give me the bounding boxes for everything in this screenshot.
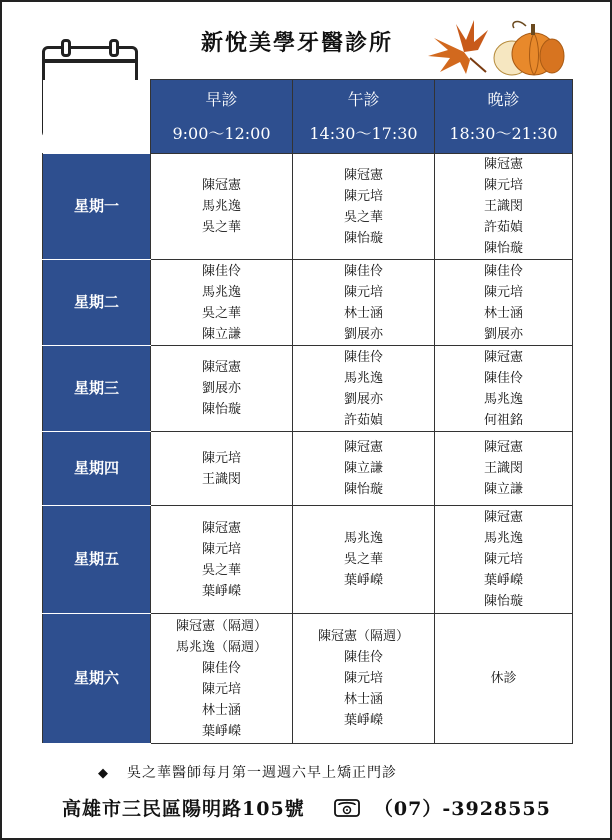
doctor-name: 陳冠憲 — [483, 157, 523, 172]
doctor-name: 林士涵 — [483, 305, 523, 321]
doctor-name: 馬兆逸 — [483, 391, 523, 407]
doctor-name: 葉崢嶸 — [343, 713, 383, 728]
schedule-cell-afternoon — [293, 432, 435, 506]
doctor-name: 許茹媜 — [343, 412, 383, 428]
doctor-name: 馬兆逸 — [201, 284, 241, 300]
doctor-name: 陳佳伶 — [483, 263, 523, 279]
doctor-name: 陳元培 — [201, 450, 241, 466]
session-time: 18:30～21:30 — [449, 123, 558, 143]
doctor-name: 馬兆逸 — [483, 531, 523, 546]
doctor-name: 陳冠憲（隔週） — [175, 618, 267, 634]
day-label: 星期二 — [43, 260, 151, 346]
doctor-name: 陳冠憲 — [201, 360, 241, 375]
doctor-name: 葉崢嶸 — [343, 573, 383, 588]
day-label: 星期四 — [43, 432, 151, 506]
doctor-name: 陳佳伶 — [343, 263, 383, 279]
doctor-name: 陳冠憲 — [343, 440, 383, 455]
schedule-cell-morning — [151, 432, 293, 506]
doctor-name: 陳佳伶 — [343, 650, 383, 665]
schedule-cell-evening — [435, 154, 573, 260]
doctor-name: 陳元培 — [343, 671, 383, 686]
schedule-cell-afternoon — [293, 346, 435, 432]
doctor-name: 陳立謙 — [201, 326, 241, 342]
doctor-name: 葉崢嶸 — [483, 573, 523, 588]
day-label: 星期一 — [43, 154, 151, 260]
session-name: 晚診 — [487, 89, 520, 109]
doctor-name: 陳冠憲 — [483, 510, 523, 525]
doctor-name: 吳之華 — [343, 552, 383, 567]
doctor-name: 陳冠憲 — [343, 167, 383, 183]
doctor-name: 林士涵 — [201, 702, 241, 718]
schedule-cell-evening — [435, 506, 573, 614]
doctor-name: 吳之華 — [201, 562, 241, 578]
autumn-leaf-icon — [428, 20, 488, 74]
doctor-name: 陳怡璇 — [483, 241, 523, 256]
doctor-name: 陳怡璇 — [201, 402, 241, 417]
autumn-decoration — [426, 16, 566, 78]
day-label: 星期五 — [43, 506, 151, 614]
day-row — [43, 432, 573, 506]
note-text: 吳之華醫師每月第一週週六早上矯正門診 — [127, 765, 397, 781]
session-header-afternoon — [293, 80, 435, 154]
doctor-name: 陳怡璇 — [343, 230, 383, 246]
doctor-name: 陳元培 — [343, 188, 383, 204]
doctor-name: 林士涵 — [343, 692, 383, 707]
schedule-cell-morning — [151, 506, 293, 614]
doctor-name: 馬兆逸 — [343, 370, 383, 386]
doctor-name: 劉展亦 — [343, 391, 383, 407]
session-time: 9:00～12:00 — [172, 123, 271, 143]
day-row — [43, 506, 573, 614]
day-row — [43, 346, 573, 432]
doctor-name: 馬兆逸 — [343, 531, 383, 546]
session-time: 14:30～17:30 — [309, 123, 418, 143]
doctor-name: 吳之華 — [201, 305, 241, 321]
doctor-name: 葉崢嶸 — [201, 583, 241, 599]
doctor-name: 葉崢嶸 — [201, 723, 241, 739]
calendar-ring-left — [61, 39, 71, 57]
doctor-name: 陳元培 — [201, 681, 241, 697]
schedule-cell-evening — [435, 432, 573, 506]
doctor-name: 陳元培 — [201, 541, 241, 557]
contact-footer — [62, 794, 582, 821]
doctor-name: 劉展亦 — [343, 326, 383, 342]
schedule-cell-afternoon — [293, 506, 435, 614]
schedule-cell-evening — [435, 614, 573, 744]
doctor-name: 林士涵 — [343, 305, 383, 321]
session-name: 早診 — [205, 89, 238, 109]
schedule-note — [98, 762, 558, 782]
doctor-name: 陳冠憲 — [201, 520, 241, 536]
session-header-morning — [151, 80, 293, 154]
doctor-name: 許茹媜 — [483, 220, 523, 235]
doctor-name: 陳佳伶 — [343, 349, 383, 365]
schedule-cell-morning — [151, 154, 293, 260]
schedule-cell-afternoon — [293, 614, 435, 744]
doctor-name: 王識閔 — [483, 199, 523, 214]
header-row — [43, 80, 573, 154]
doctor-name: 吳之華 — [343, 209, 383, 225]
doctor-name: 休診 — [490, 671, 517, 686]
doctor-name: 陳冠憲（隔週） — [317, 629, 409, 644]
doctor-name: 陳元培 — [343, 284, 383, 300]
header-corner — [43, 80, 151, 154]
telephone-icon — [334, 799, 360, 817]
day-row — [43, 260, 573, 346]
session-name: 午診 — [347, 89, 380, 109]
doctor-name: 陳怡璇 — [483, 594, 523, 609]
schedule-cell-morning — [151, 346, 293, 432]
day-row — [43, 614, 573, 744]
session-header-evening — [435, 80, 573, 154]
doctor-name: 馬兆逸（隔週） — [175, 639, 267, 655]
schedule-cell-morning — [151, 260, 293, 346]
doctor-name: 陳佳伶 — [201, 263, 241, 279]
day-row — [43, 154, 573, 260]
doctor-name: 陳立謙 — [483, 482, 523, 497]
phone-number: （07）-3928555 — [373, 798, 551, 820]
schedule-cell-afternoon — [293, 154, 435, 260]
day-label: 星期三 — [43, 346, 151, 432]
doctor-name: 陳元培 — [483, 284, 523, 300]
doctor-name: 劉展亦 — [483, 326, 523, 342]
doctor-name: 陳冠憲 — [483, 440, 523, 455]
clinic-title: 新悅美學牙醫診所 — [200, 30, 393, 56]
doctor-name: 王識閔 — [201, 471, 241, 487]
doctor-name: 陳冠憲 — [201, 178, 241, 193]
doctor-name: 陳元培 — [483, 552, 523, 567]
diamond-bullet-icon: ◆ — [98, 766, 109, 781]
calendar-header-bar — [45, 59, 135, 63]
doctor-name: 劉展亦 — [201, 381, 241, 396]
schedule-cell-evening — [435, 346, 573, 432]
doctor-name: 王識閔 — [483, 461, 523, 476]
doctor-name: 吳之華 — [201, 220, 241, 235]
schedule-cell-morning — [151, 614, 293, 744]
calendar-ring-right — [109, 39, 119, 57]
schedule-cell-afternoon — [293, 260, 435, 346]
address-text: 高雄市三民區陽明路105號 — [62, 798, 305, 820]
doctor-name: 何祖銘 — [483, 412, 523, 428]
doctor-name: 陳立謙 — [343, 461, 383, 476]
doctor-name: 陳元培 — [483, 178, 523, 193]
day-label: 星期六 — [43, 614, 151, 744]
pumpkin-icon — [494, 22, 564, 75]
doctor-name: 陳怡璇 — [343, 482, 383, 497]
schedule-cell-evening — [435, 260, 573, 346]
doctor-name: 陳佳伶 — [483, 370, 523, 386]
schedule-table — [42, 79, 573, 744]
doctor-name: 陳冠憲 — [483, 349, 523, 365]
doctor-name: 馬兆逸 — [201, 199, 241, 214]
doctor-name: 陳佳伶 — [201, 660, 241, 676]
